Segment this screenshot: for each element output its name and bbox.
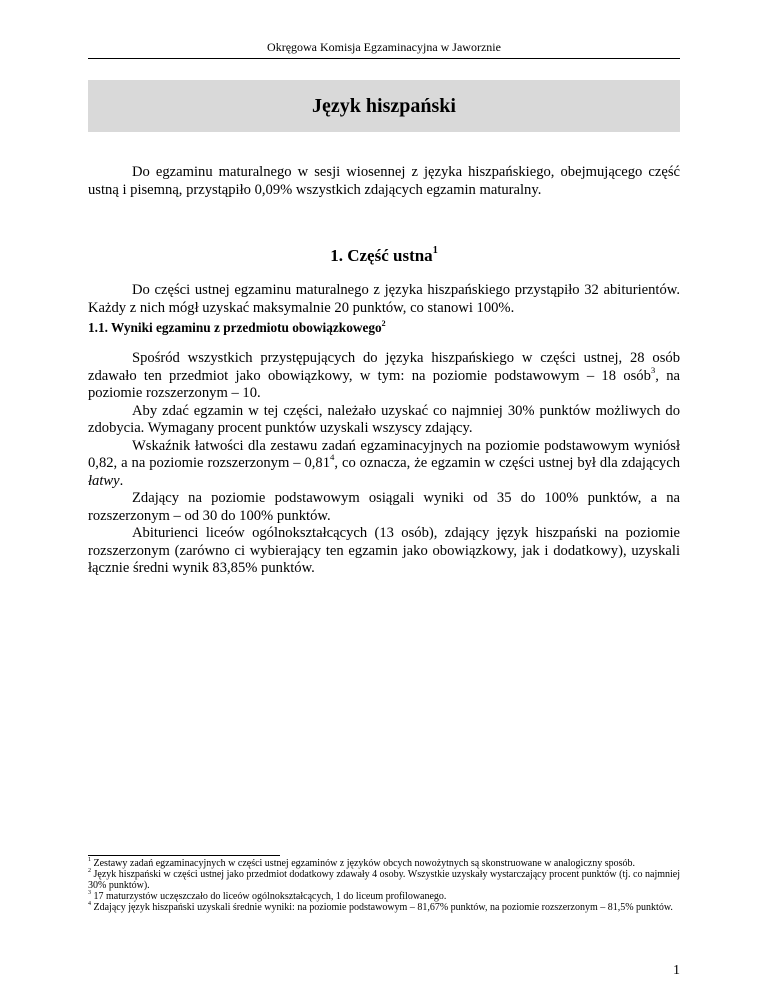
section-1-1-heading-text: 1.1. Wyniki egzaminu z przedmiotu obowiązkowego bbox=[88, 320, 382, 335]
footnote-4-text: Zdający język hiszpański uzyskali średnie wyniki: na poziomie podstawowym – 81,67% punktów, na poziomie rozszerzonym – 81,5% punktów. bbox=[93, 902, 673, 913]
footnote-ref-3: 3 bbox=[650, 364, 656, 375]
footnote-1 bbox=[88, 858, 680, 869]
footnote-3 bbox=[88, 891, 680, 902]
footnote-4 bbox=[88, 902, 680, 913]
difficulty-text-a: Wskaźnik łatwości dla zestawu zadań egzaminacyjnych na poziomie podstawowym wyniósł 0,82, a na poziomie rozszerzonym – 0,81 bbox=[88, 437, 680, 471]
intro-paragraph bbox=[88, 164, 680, 199]
page-number: 1 bbox=[673, 963, 680, 978]
participants-text-b: , na poziomie rozszerzonym – 10. bbox=[88, 367, 680, 401]
paragraph-average-score: Abiturienci liceów ogólnokształcących (13 osób), zdający język hiszpański na poziomie rozszerzonym (zarówno ci wybierający ten egzamin jako obowiązkowy, jak i dodatkowy), uzyskali łącznie średni wynik 83,85% punktów. bbox=[88, 525, 680, 576]
footnote-ref-2: 2 bbox=[381, 318, 386, 328]
section-1-heading bbox=[88, 246, 680, 266]
participants-text-a: Spośród wszystkich przystępujących do języka hiszpańskiego w części ustnej, 28 osób zdawało ten przedmiot jako obowiązkowy, w tym: na poziomie podstawowym – 18 osób bbox=[88, 350, 680, 384]
running-header: Okręgowa Komisja Egzaminacyjna w Jaworznie bbox=[267, 40, 501, 54]
difficulty-text-c: . bbox=[119, 472, 124, 489]
paragraph-pass-threshold: Aby zdać egzamin w tej części, należało uzyskać co najmniej 30% punktów możliwych do zdobycia. Wymagany procent punktów uzyskali wszyscy zdający. bbox=[88, 402, 680, 436]
page-title: Język hiszpański bbox=[88, 80, 680, 132]
section-1-1-heading bbox=[88, 320, 386, 336]
footnote-1-text: Zestawy zadań egzaminacyjnych w części ustnej egzaminów z języków obcych nowożytnych są skonstruowane w analogiczny sposób. bbox=[93, 858, 635, 869]
difficulty-emphasis: łatwy bbox=[88, 472, 120, 489]
footnote-4-number: 4 bbox=[88, 901, 91, 908]
difficulty-text-b: , co oznacza, że egzamin w części ustnej był dla zdających bbox=[334, 455, 680, 471]
paragraph-difficulty bbox=[88, 438, 680, 491]
footnote-ref-4: 4 bbox=[330, 452, 335, 463]
footnote-1-number: 1 bbox=[88, 857, 91, 864]
paragraph-participants bbox=[88, 350, 680, 403]
footnote-ref-1: 1 bbox=[432, 245, 438, 257]
footnote-2 bbox=[88, 869, 680, 891]
footnote-3-text: 17 maturzystów uczęszczało do liceów ogólnokształcących, 1 do liceum profilowanego. bbox=[93, 891, 447, 902]
section-1-heading-text: 1. Część ustna bbox=[330, 246, 433, 265]
footnotes bbox=[88, 858, 680, 913]
footnote-3-number: 3 bbox=[88, 890, 91, 897]
section-1-text: Do części ustnej egzaminu maturalnego z języka hiszpańskiego przystąpiło 32 abiturientów. Każdy z nich mógł uzyskać maksymalnie 20 punktów, co stanowi 100%. bbox=[88, 282, 680, 316]
footnote-2-number: 2 bbox=[88, 868, 91, 875]
footnote-2-text: Język hiszpański w części ustnej jako przedmiot dodatkowy zdawały 4 osoby. Wszystkie uzyskały wystarczający procent punktów (tj. co najmniej 30% punktów). bbox=[88, 869, 680, 891]
footnote-separator bbox=[88, 855, 280, 856]
section-1-1-body bbox=[88, 350, 680, 578]
paragraph-score-range: Zdający na poziomie podstawowym osiągali wyniki od 35 do 100% punktów, a na rozszerzonym – od 30 do 100% punktów. bbox=[88, 490, 680, 524]
intro-text: Do egzaminu maturalnego w sesji wiosennej z języka hiszpańskiego, obejmującego część ustną i pisemną, przystąpiło 0,09% wszystkich zdających egzamin maturalny. bbox=[88, 164, 680, 198]
section-1-paragraph bbox=[88, 282, 680, 317]
header-rule bbox=[88, 58, 680, 59]
